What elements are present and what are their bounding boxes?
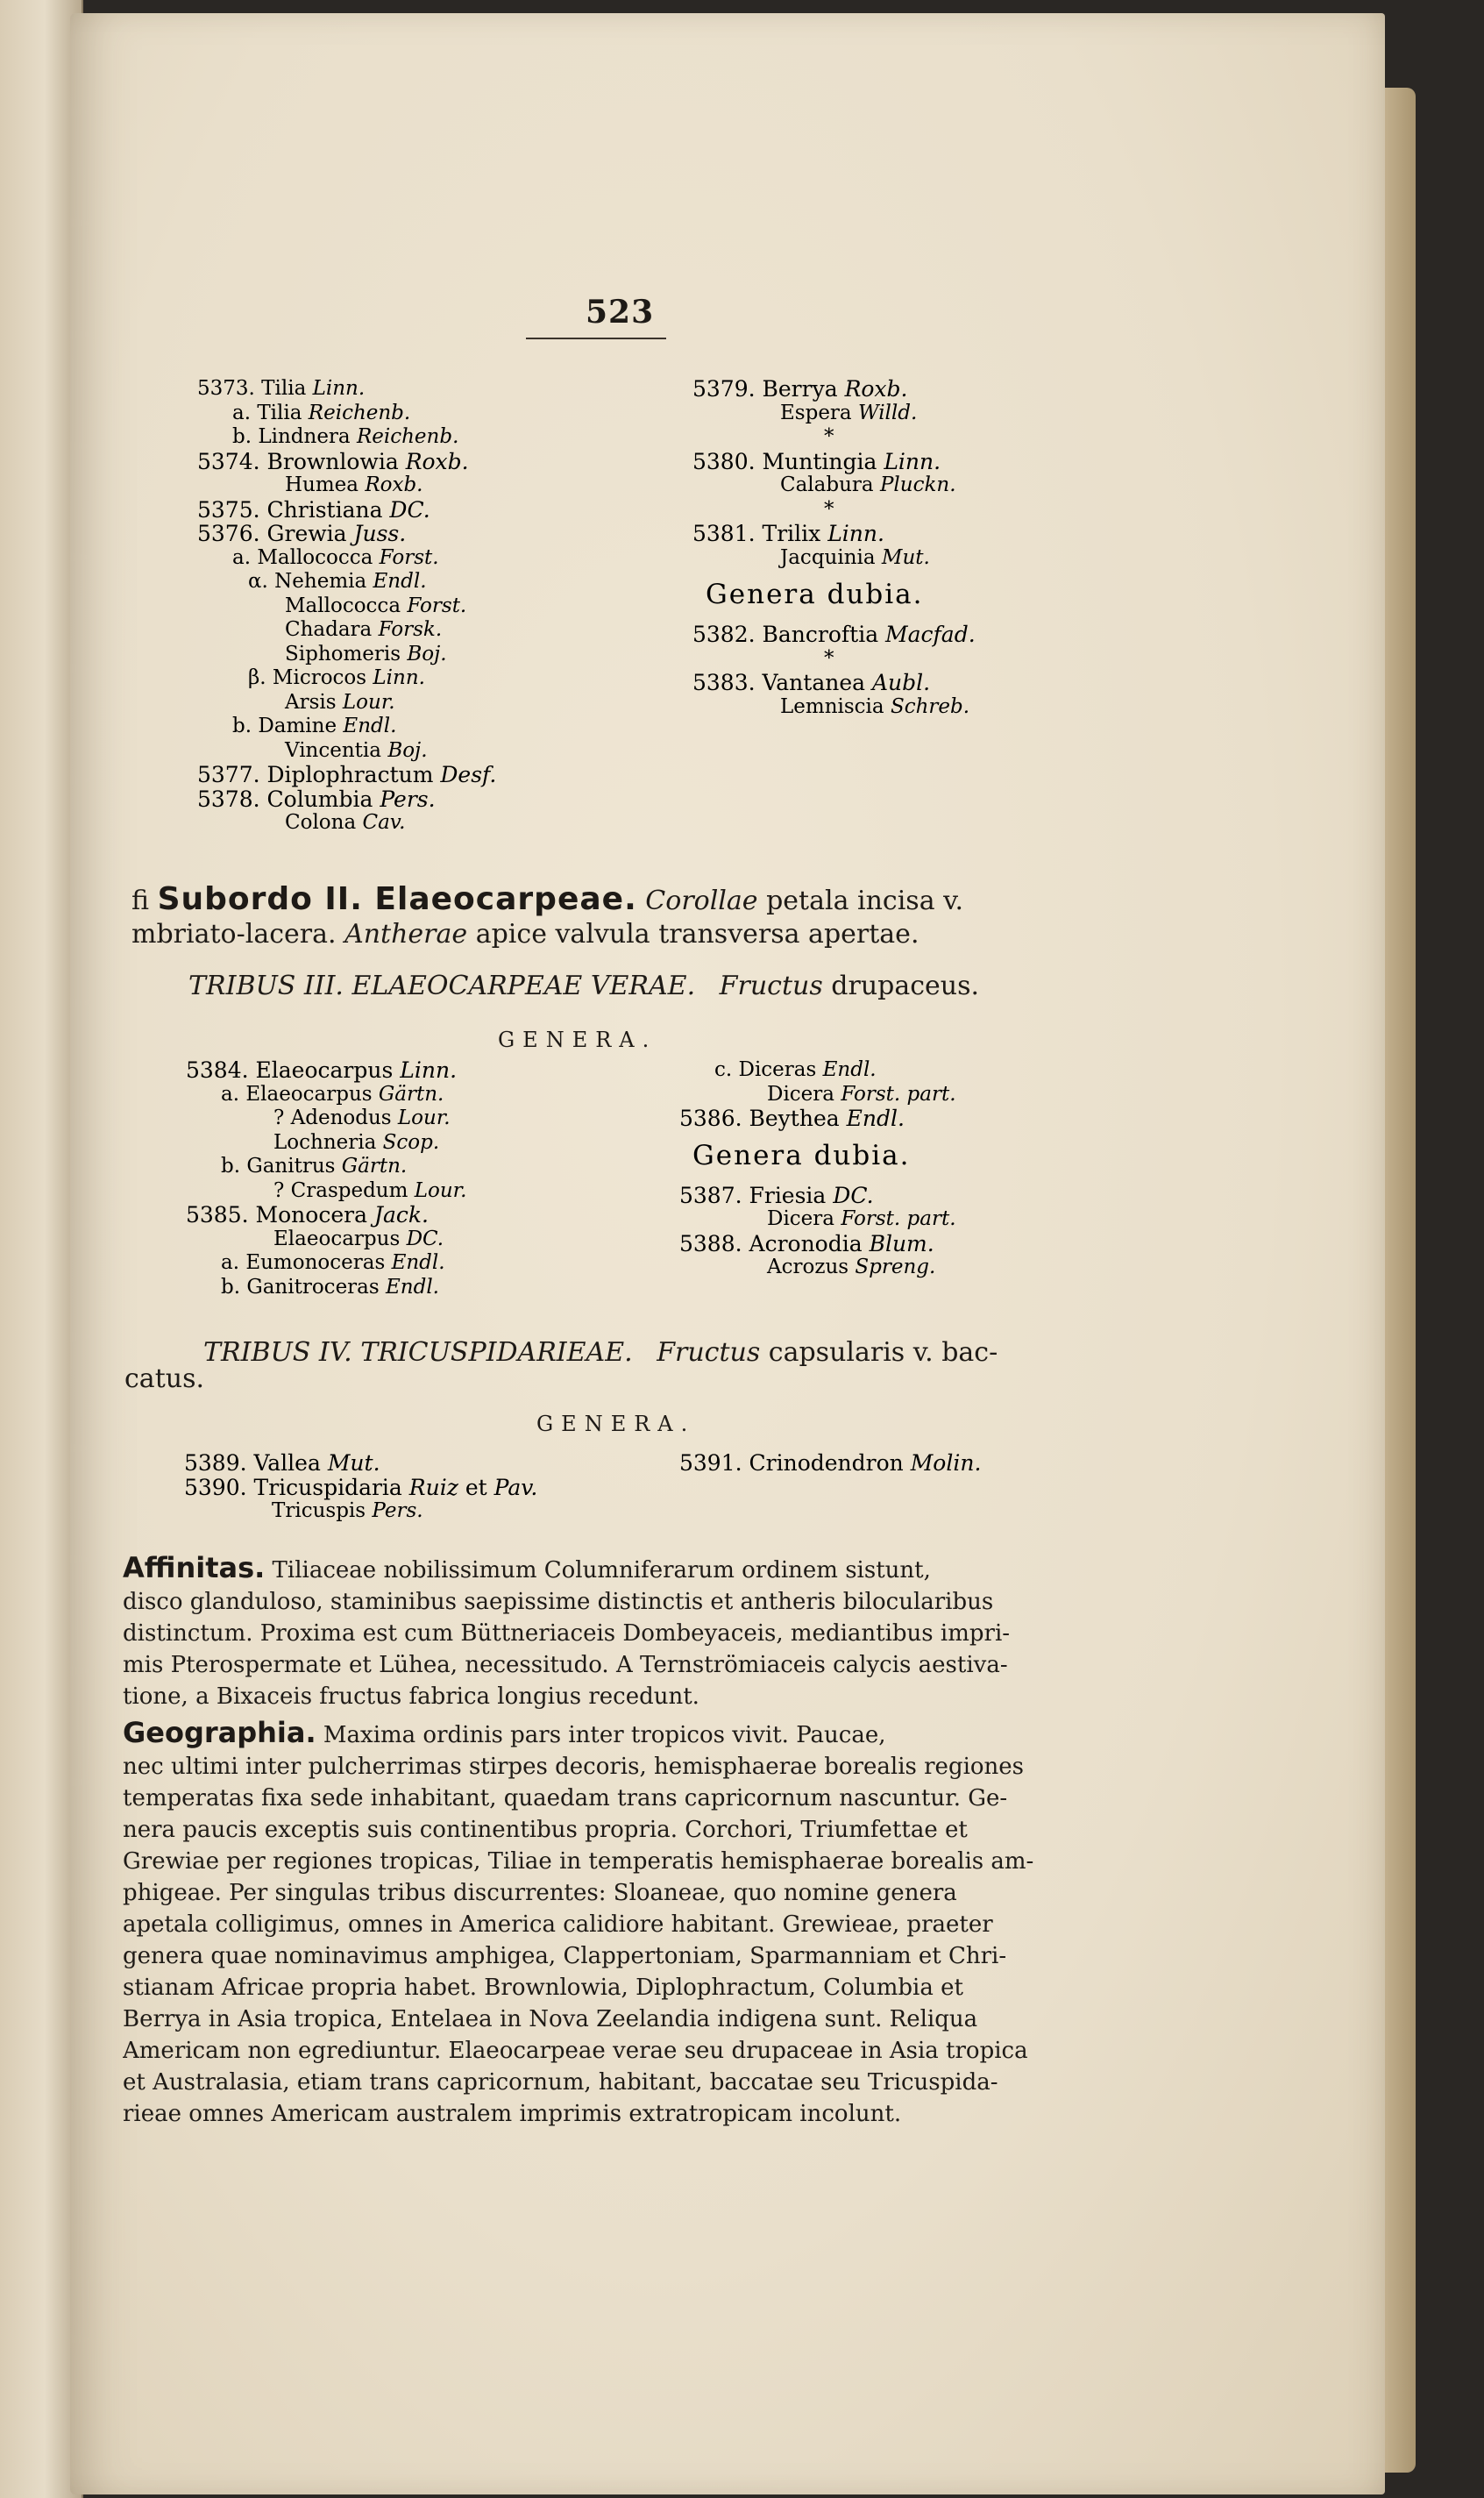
genus-name: 5378. Columbia [197, 786, 380, 812]
genus-author: Pluckn. [879, 473, 956, 496]
genus-author: Reichenb. [308, 401, 411, 424]
geographia-line-8: stianam Africae propria habet. Brownlowia, Diplophractum, Columbia et [123, 1975, 963, 2001]
genus-entry [692, 695, 976, 720]
genus-name: a. Mallococca [232, 545, 380, 569]
genus-entry [692, 377, 976, 402]
genus-entry [186, 1155, 466, 1179]
genus-author: Linn. [884, 448, 941, 474]
genus-author: DC. [833, 1182, 874, 1208]
genus-author: Lour. [414, 1178, 467, 1202]
genus-author: Pers. [380, 786, 436, 812]
genera-label-1: GENERA. [498, 1028, 657, 1052]
genus-entry [186, 1179, 466, 1204]
genus-entry [197, 787, 496, 812]
genus-entry [184, 1451, 537, 1476]
affinitas-line-0: Tiliaceae nobilissimum Columniferarum ordinem sistunt, [265, 1557, 931, 1583]
genus-author: Forst. [379, 545, 439, 569]
genus-name: Calabura [780, 473, 880, 496]
genus-entry [186, 1251, 466, 1276]
genus-entry [197, 666, 496, 691]
genus-entry [692, 498, 976, 523]
genus-entry [197, 715, 496, 739]
genus-author: Juss. [353, 521, 407, 546]
genus-entry [197, 546, 496, 571]
genus-entry [197, 739, 496, 764]
genus-author: Lour. [397, 1107, 451, 1129]
genus-author: Desf. [440, 762, 497, 787]
genus-author: Molin. [910, 1450, 982, 1476]
genus-name: ? Craspedum [273, 1178, 415, 1202]
genus-name: a. Eumonoceras [221, 1251, 392, 1274]
genus-name: * [824, 425, 834, 448]
genus-entry [186, 1058, 466, 1083]
genus-name: Chadara [285, 618, 379, 641]
genus-entry [692, 450, 976, 474]
genus-name: 5387. Friesia [679, 1182, 834, 1208]
genus-entry [679, 1256, 956, 1280]
genus-name: Genera dubia. [706, 579, 924, 610]
affinitas-paragraph [123, 1552, 1104, 1712]
genus-entry [184, 1499, 537, 1524]
genus-author: Endl. [846, 1106, 905, 1131]
genus-author: Cav. [362, 811, 406, 834]
genus-name: Vincentia [285, 738, 388, 762]
genus-name: Dicera [767, 1207, 841, 1230]
genus-author: Reichenb. [356, 425, 459, 448]
elaeocarpeae-list-left [186, 1058, 466, 1299]
tribus-iv-fructus: Fructus [657, 1337, 761, 1368]
genus-entry [679, 1107, 956, 1131]
subordo-text1: petala incisa v. [757, 886, 964, 916]
genus-entry [679, 1451, 981, 1476]
genus-name: Elaeocarpus [273, 1227, 407, 1250]
genus-author: Forst. [407, 594, 467, 617]
genus-entry [186, 1203, 466, 1228]
genus-author: Lour. [342, 690, 395, 714]
genera-label-2: GENERA. [536, 1412, 696, 1436]
genus-name: 5374. Brownlowia [197, 448, 406, 474]
genus-name: Siphomeris [285, 642, 408, 665]
genus-entry [186, 1228, 466, 1252]
genus-name: Mallococca [285, 594, 408, 617]
genus-author: Endl. [373, 570, 427, 593]
geographia-line-7: genera quae nominavimus amphigea, Clappertoniam, Sparmanniam et Chri- [123, 1943, 1007, 1969]
genus-connector: et [458, 1474, 494, 1500]
affinitas-head: Affinitas. [123, 1552, 266, 1584]
genus-entry [186, 1131, 466, 1156]
genus-entry [186, 1083, 466, 1107]
geographia-line-0: Maxima ordinis pars inter tropicos vivit. Paucae, [316, 1722, 886, 1748]
genus-entry [679, 1138, 956, 1173]
genus-entry [679, 1232, 956, 1256]
genus-name: β. Microcos [248, 666, 373, 689]
genus-name: 5388. Acronodia [679, 1230, 870, 1256]
genus-entry [197, 522, 496, 546]
genus-name: Arsis [285, 690, 343, 714]
genus-author: Gärtn. [341, 1155, 408, 1178]
genus-author: Aubl. [871, 670, 931, 695]
genus-name: 5384. Elaeocarpus [186, 1057, 401, 1083]
tribus-iii-fructus: Fructus [719, 971, 823, 1001]
genus-name: b. Ganitrus [221, 1155, 342, 1178]
genus-entry [692, 546, 976, 571]
genus-author: Jack. [373, 1202, 429, 1228]
genus-author: Pav. [493, 1474, 538, 1500]
geographia-line-11: et Australasia, etiam trans capricornum, habitant, baccatae seu Tricuspida- [123, 2069, 998, 2096]
genus-author: Boj. [407, 642, 447, 665]
genus-name: Humea [285, 473, 366, 496]
genus-name: Genera dubia. [692, 1139, 911, 1171]
subordo-text2: mbriato-lacera. [131, 919, 345, 950]
affinitas-line-4: tione, a Bixaceis fructus fabrica longius recedunt. [123, 1683, 699, 1710]
affinitas-line-3: mis Pterospermate et Lühea, necessitudo. A Ternströmiaceis calycis aestiva- [123, 1652, 1008, 1678]
affinitas-line-2: distinctum. Proxima est cum Büttneriaceis Dombeyaceis, mediantibus impri- [123, 1620, 1011, 1647]
genus-author: Scop. [382, 1130, 440, 1154]
genus-entry [679, 1184, 956, 1208]
genus-entry [692, 522, 976, 546]
genus-author: Linn. [400, 1057, 458, 1083]
genus-entry [692, 473, 976, 498]
genus-author: Endl. [386, 1275, 439, 1299]
genus-name: Espera [780, 401, 858, 424]
genus-name: 5375. Christiana [197, 496, 390, 523]
genus-entry [197, 473, 496, 498]
genus-name: Acrozus [767, 1256, 856, 1278]
tribus-iii-rest: drupaceus. [822, 971, 980, 1001]
genus-author: Schreb. [890, 694, 970, 718]
geographia-line-5: phigeae. Per singulas tribus discurrentes: Sloaneae, quo nomine genera [123, 1880, 957, 1906]
genus-entry [197, 570, 496, 594]
genus-name: 5376. Grewia [197, 521, 354, 546]
genus-name: 5382. Bancroftia [692, 622, 886, 647]
genus-author: Roxb. [844, 376, 908, 402]
genus-author: DC. [406, 1227, 444, 1250]
genus-entry [692, 671, 976, 695]
genus-entry [692, 623, 976, 647]
genus-name: * [824, 497, 834, 521]
genus-name: ? Adenodus [273, 1107, 398, 1129]
genera-list-left [197, 377, 496, 836]
tribus-iii-heading [188, 971, 979, 1001]
header-rule [526, 338, 666, 339]
genus-entry [197, 498, 496, 523]
genus-author: Blum. [869, 1230, 934, 1256]
genus-entry [197, 450, 496, 474]
genus-name: a. Tilia [232, 401, 309, 424]
genus-name: a. Elaeocarpus [221, 1082, 379, 1106]
genus-author: Forst. part. [841, 1082, 956, 1106]
geographia-line-1: nec ultimi inter pulcherrimas stirpes decoris, hemisphaerae borealis regiones [123, 1754, 1025, 1780]
genus-author: Macfad. [885, 622, 976, 647]
geographia-line-6: apetala colligimus, omnes in America calidiore habitant. Grewieae, praeter [123, 1911, 993, 1938]
genus-author: Roxb. [405, 448, 469, 474]
genus-name: * [824, 646, 834, 670]
genus-entry [197, 425, 496, 450]
tribus-iv-continuation: catus. [124, 1363, 204, 1394]
genus-name: c. Diceras [714, 1058, 823, 1081]
subordo-continuation [131, 919, 919, 950]
genus-author: Linn. [373, 666, 425, 689]
geographia-paragraph [123, 1717, 1104, 2130]
genus-name: 5383. Vantanea [692, 670, 872, 695]
genus-name: Jacquinia [780, 545, 882, 569]
genus-name: Colona [285, 811, 363, 834]
genus-entry [692, 647, 976, 672]
genus-author: Linn. [827, 521, 884, 546]
genus-entry [692, 425, 976, 450]
genus-name: Lochneria [273, 1130, 383, 1154]
genus-entry [197, 618, 496, 643]
page-number: 523 [586, 294, 655, 331]
genus-name: 5377. Diplophractum [197, 762, 441, 787]
geographia-line-12: rieae omnes Americam australem imprimis extratropicam incolunt. [123, 2101, 902, 2127]
geographia-line-10: Americam non egrediuntur. Elaeocarpeae verae seu drupaceae in Asia tropica [123, 2038, 1028, 2064]
genus-name: 5386. Beythea [679, 1106, 847, 1131]
tribus-iv-rest: capsularis v. bac- [760, 1337, 998, 1368]
genus-author: Gärtn. [378, 1082, 444, 1106]
subordo-heading [131, 881, 963, 917]
genus-entry [186, 1276, 466, 1300]
tribus-iv-heading [203, 1337, 998, 1368]
geographia-line-4: Grewiae per regiones tropicas, Tiliae in temperatis hemisphaerae borealis am- [123, 1848, 1034, 1875]
genus-name: 5379. Berrya [692, 376, 845, 402]
genus-entry [197, 811, 496, 836]
genus-entry [197, 763, 496, 787]
genus-entry [197, 643, 496, 667]
genus-entry [679, 1058, 956, 1083]
genus-author: DC. [389, 496, 430, 523]
elaeocarpeae-list-right [679, 1058, 956, 1280]
genus-author: Forst. part. [841, 1207, 956, 1230]
genus-author: Willd. [857, 401, 918, 424]
tricuspidarieae-list-right [679, 1451, 981, 1476]
genus-author: Ruiz [408, 1474, 458, 1500]
genus-author: Spreng. [855, 1256, 936, 1278]
genus-entry [692, 577, 976, 612]
genus-author: Forsk. [378, 618, 443, 641]
tribus-iv-label: TRIBUS IV. TRICUSPIDARIEAE. [203, 1337, 633, 1368]
genus-author: Endl. [822, 1058, 877, 1081]
genus-name: Lemniscia [780, 694, 891, 718]
genus-name: 5391. Crinodendron [679, 1450, 911, 1476]
genus-name: Dicera [767, 1082, 841, 1106]
genus-name: Tricuspis [272, 1499, 373, 1522]
subordo-lead: fi [131, 886, 150, 916]
genus-author: Endl. [343, 715, 397, 737]
genus-entry [679, 1083, 956, 1107]
genus-author: Roxb. [365, 473, 423, 496]
genus-name: b. Ganitroceras [221, 1275, 386, 1299]
subordo-text3: apice valvula transversa apertae. [467, 919, 920, 950]
genus-name: b. Damine [232, 715, 344, 737]
genus-name: 5390. Tricuspidaria [184, 1474, 409, 1500]
affinitas-line-1: disco glanduloso, staminibus saepissime distinctis et antheris bilocularibus [123, 1589, 994, 1615]
genus-name: 5380. Muntingia [692, 448, 884, 474]
genus-author: Endl. [391, 1251, 445, 1274]
genus-author: Boj. [387, 738, 428, 762]
genus-author: Linn. [312, 377, 366, 400]
genus-entry [186, 1107, 466, 1131]
genus-entry [692, 402, 976, 426]
subordo-italic2: Antherae [344, 919, 468, 950]
geographia-line-2: temperatas fixa sede inhabitant, quaedam trans capricornum nascuntur. Ge- [123, 1785, 1008, 1811]
genus-author: Pers. [372, 1499, 423, 1522]
genus-entry [197, 377, 496, 402]
genus-author: Mut. [327, 1450, 380, 1476]
genus-entry [679, 1207, 956, 1232]
genera-list-right [692, 377, 976, 719]
genus-author: Mut. [881, 545, 930, 569]
geographia-line-3: nera paucis exceptis suis continentibus propria. Corchori, Triumfettae et [123, 1817, 968, 1843]
tribus-iii-label: TRIBUS III. ELAEOCARPEAE VERAE. [188, 971, 696, 1001]
genus-entry [197, 594, 496, 619]
genus-name: 5373. Tilia [197, 377, 313, 400]
genus-name: 5389. Vallea [184, 1450, 328, 1476]
genus-name: 5385. Monocera [186, 1202, 374, 1228]
genus-entry [197, 402, 496, 426]
subordo-title: Subordo II. Elaeocarpeae. [157, 881, 637, 917]
genus-name: α. Nehemia [248, 570, 373, 593]
genus-name: b. Lindnera [232, 425, 357, 448]
genus-name: 5381. Trilix [692, 521, 828, 546]
geographia-line-9: Berrya in Asia tropica, Entelaea in Nova Zeelandia indigena sunt. Reliqua [123, 2006, 978, 2032]
genus-entry [184, 1476, 537, 1500]
tricuspidarieae-list-left [184, 1451, 537, 1524]
geographia-head: Geographia. [123, 1717, 316, 1749]
genus-entry [197, 691, 496, 715]
subordo-italic: Corollae [645, 886, 758, 916]
